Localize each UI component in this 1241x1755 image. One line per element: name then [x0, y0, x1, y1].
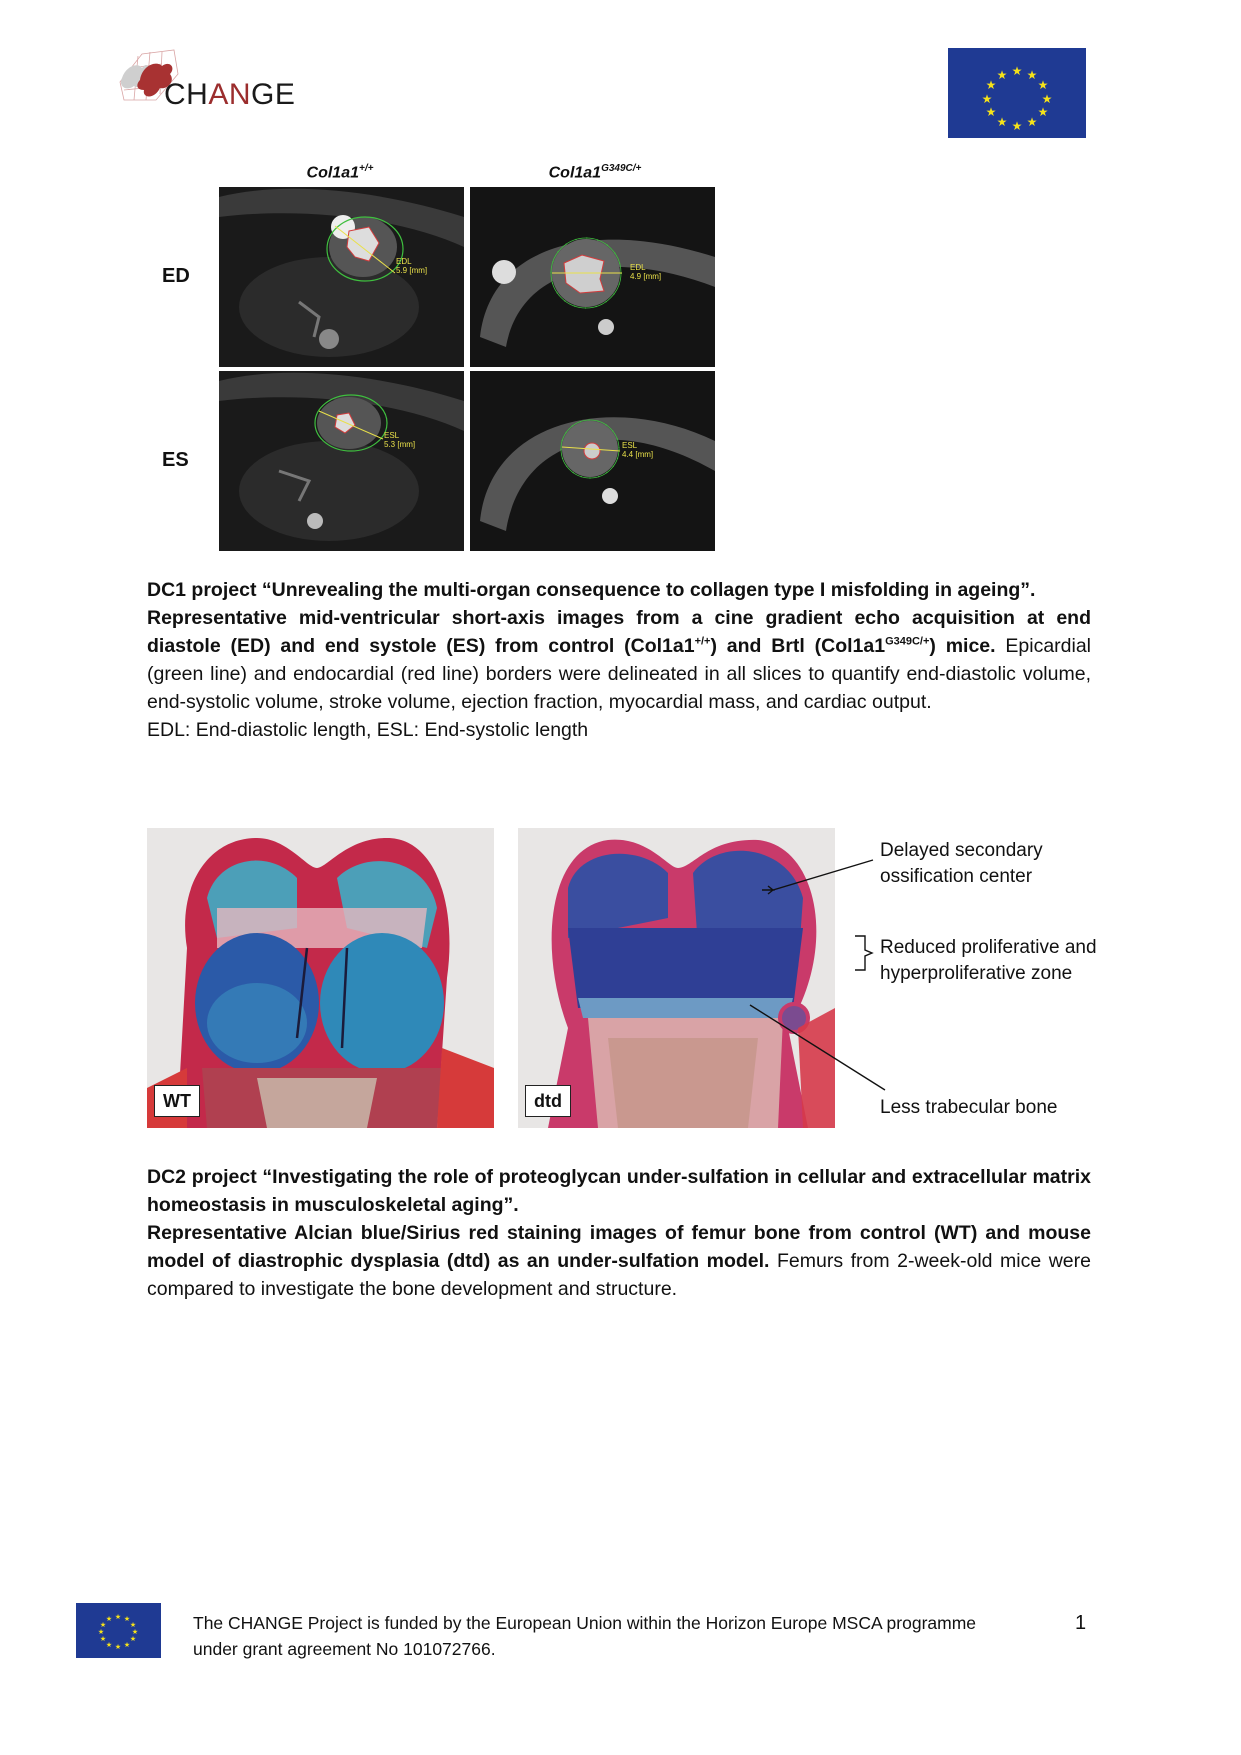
svg-text:★: ★: [129, 1621, 137, 1629]
mri-measure-label: EDL 5.9 [mm]: [396, 257, 428, 275]
column-label-wildtype: Col1a1+/+: [306, 163, 374, 182]
mri-measure-label: ESL 5.3 [mm]: [384, 431, 416, 449]
eu-flag-icon: [948, 48, 1086, 138]
svg-text:★: ★: [1026, 115, 1038, 129]
mri-image-mutant-ed: [470, 187, 715, 367]
svg-text:★: ★: [1041, 92, 1053, 106]
mri-image-mutant-es: [470, 371, 715, 551]
svg-text:★: ★: [985, 105, 997, 119]
mri-image-wt-es: [219, 371, 464, 551]
logo-text-ch: CH: [164, 78, 209, 111]
svg-text:★: ★: [1037, 105, 1049, 119]
footer-text-line2: under grant agreement No 101072766.: [193, 1639, 496, 1659]
svg-text:★: ★: [105, 1615, 113, 1623]
histology-image-wt: [147, 828, 494, 1128]
svg-text:★: ★: [114, 1613, 122, 1621]
svg-text:★: ★: [985, 78, 997, 92]
logo-text-an: AN: [208, 78, 252, 111]
caption-dc2-description: Representative Alcian blue/Sirius red staining images of femur bone from control (WT) and mouse model of diastrophic dysplasia (dtd) as an under-sulfation model. Femurs from 2-week-old mice were compared to investigate the bone development and structure.: [147, 1222, 1091, 1300]
eu-flag-icon: [76, 1603, 161, 1658]
mri-measure-label: ESL 4.4 [mm]: [622, 441, 654, 459]
row-label-ed: ED: [162, 265, 190, 287]
annotation-proliferative-zone: Reduced proliferative and hyperproliferative zone: [880, 937, 1097, 984]
mri-image-wt-ed: [219, 187, 464, 367]
svg-text:★: ★: [99, 1635, 107, 1643]
caption-dc1-title: DC1 project “Unrevealing the multi-organ consequence to collagen type I misfolding in ageing”.: [147, 579, 1036, 601]
svg-text:★: ★: [99, 1621, 107, 1629]
annotation-secondary-ossification: Delayed secondary ossification center: [880, 840, 1043, 887]
arrow-secondary-ossification: [773, 860, 873, 890]
annotation-trabecular-bone: Less trabecular bone: [880, 1097, 1058, 1118]
histology-tag-dtd: dtd: [525, 1085, 571, 1117]
annotation-pointers: [740, 840, 890, 1130]
column-label-mutant: $Col1a1^{G349C/+}$: [548, 163, 642, 182]
histology-tag-wt: WT: [154, 1085, 200, 1117]
change-logo: [112, 44, 302, 116]
logo-text-ge: GE: [251, 78, 296, 111]
svg-text:★: ★: [1011, 119, 1023, 133]
caption-dc2: [147, 1163, 1091, 1303]
svg-text:★: ★: [1026, 68, 1038, 82]
footer-text-line1: The CHANGE Project is funded by the European Union within the Horizon Europe MSCA programme: [193, 1613, 977, 1633]
caption-dc1: [147, 576, 1091, 744]
svg-text:★: ★: [996, 68, 1008, 82]
mri-measure-label: EDL 4.9 [mm]: [630, 263, 662, 281]
svg-text:★: ★: [114, 1643, 122, 1651]
svg-text:★: ★: [131, 1628, 139, 1636]
svg-text:★: ★: [1011, 64, 1023, 78]
caption-dc1-description: Representative mid-ventricular short-axis images from a cine gradient echo acquisition at end diastole (ED) and end systole (ES) from control (Col1a1+/+) and Brtl $(Col1a1^{G349C/+})$ mice. Epicardial (green line) and endocardial (red line) borders were delineated in all slices to quantify end-diastolic volume, end-systolic volume, stroke volume, ejection fraction, myocardial mass, and cardiac output.: [147, 607, 1092, 713]
svg-text:★: ★: [123, 1641, 131, 1649]
caption-dc2-title: DC2 project “Investigating the role of proteoglycan under-sulfation in cellular and extracellular matrix homeostasis in musculoskeletal aging”.: [147, 1166, 1091, 1216]
svg-text:★: ★: [981, 92, 993, 106]
footer-funding-text: [193, 1610, 1053, 1662]
logo-wordmark: [164, 78, 295, 112]
svg-text:★: ★: [996, 115, 1008, 129]
svg-text:★: ★: [129, 1635, 137, 1643]
svg-text:★: ★: [123, 1615, 131, 1623]
svg-text:★: ★: [97, 1628, 105, 1636]
bracket-proliferative-zone: [855, 936, 872, 970]
svg-text:★: ★: [1037, 78, 1049, 92]
arrow-trabecular-bone: [750, 1005, 885, 1090]
page-number: 1: [1075, 1612, 1087, 1634]
row-label-es: ES: [162, 449, 189, 471]
svg-text:★: ★: [105, 1641, 113, 1649]
caption-dc1-abbreviations: EDL: End-diastolic length, ESL: End-systolic length: [147, 719, 589, 741]
